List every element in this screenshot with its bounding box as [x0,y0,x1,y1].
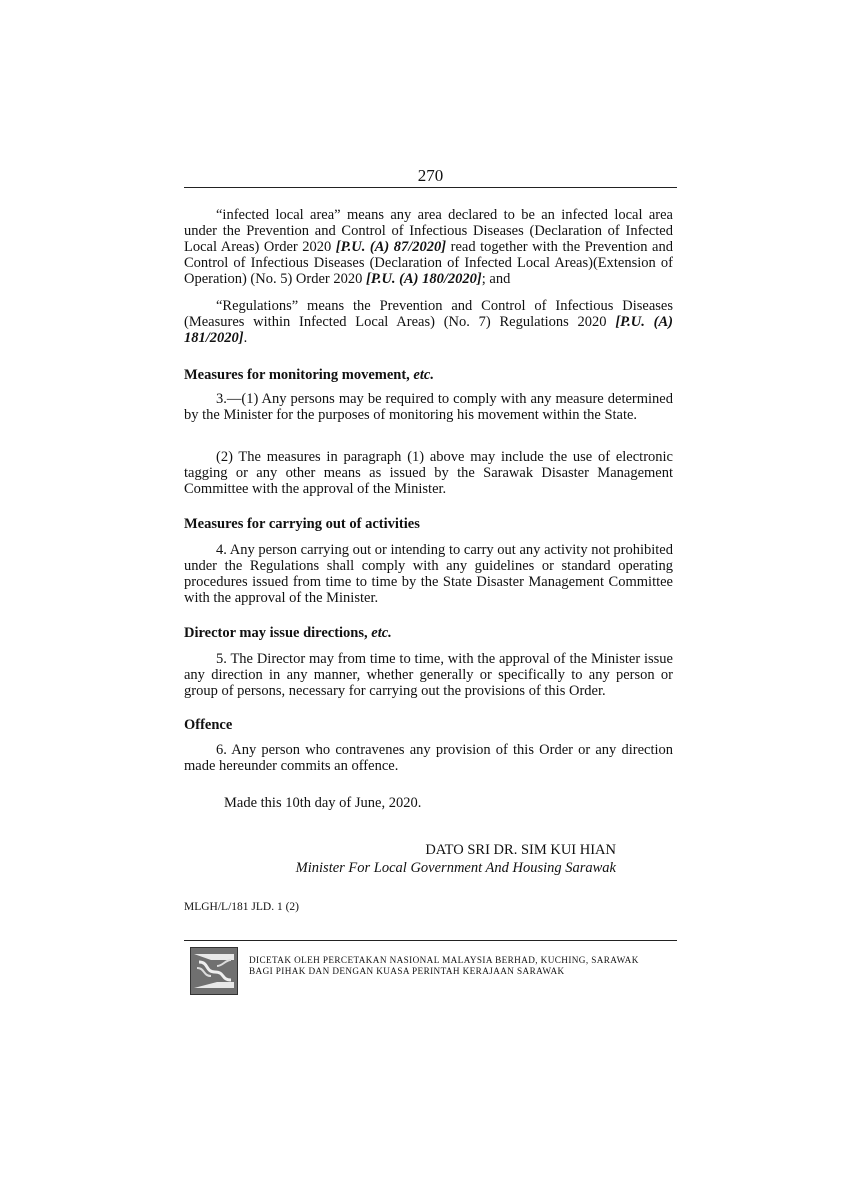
heading-etc: etc. [413,367,434,383]
definition-text: . [243,330,248,346]
section-6-paragraph: 6. Any person who contravenes any provision of this Order or any direction made hereunder commits an offence. [184,742,673,774]
section-3-paragraph-2: (2) The measures in paragraph (1) above may include the use of electronic tagging or any other means as issued by the Sarawak Disaster Management Committee with the approval of the Minister. [184,449,673,497]
definition-term: “Regulations” [216,298,299,314]
heading-text: Director may issue directions, [184,625,372,641]
legal-reference: [P.U. (A) 180/2020] [366,271,482,287]
section-5-paragraph: 5. The Director may from time to time, with the approval of the Minister issue any direction in any manner, whether generally or specifically to any person or group of persons, necessary for carrying out the provisions of this Order. [184,651,673,699]
definition-term: “infected local area” [216,207,341,223]
definition-text: read together with the Prevention and Control of Infectious Diseases (Declaration of Infected Local Areas)(Extension of Operation) (No. 5) Order 2020 [184,239,673,287]
legal-reference: [P.U. (A) 87/2020] [335,239,447,255]
heading-etc: etc. [371,625,392,641]
section-3-paragraph-1: 3.—(1) Any persons may be required to comply with any measure determined by the Minister for the purposes of monitoring his movement within the State. [184,391,673,423]
section-4-heading: Measures for carrying out of activities [184,516,420,532]
definition-text: ; and [481,271,511,287]
signatory-name: DATO SRI DR. SIM KUI HIAN [425,842,616,858]
printer-logo-icon [190,947,238,995]
definition-infected-local-area [184,207,673,287]
reference-number: MLGH/L/181 JLD. 1 (2) [184,901,299,913]
printer-logo-graphic [191,948,237,994]
page-number: 270 [417,166,444,185]
header-rule [184,187,677,188]
section-6-heading: Offence [184,717,233,733]
printer-line-1: DICETAK OLEH PERCETAKAN NASIONAL MALAYSIA BERHAD, KUCHING, SARAWAK [249,955,639,965]
signatory-title: Minister For Local Government And Housing Sarawak [295,860,616,876]
made-date: Made this 10th day of June, 2020. [224,795,422,811]
section-4-paragraph: 4. Any person carrying out or intending to carry out any activity not prohibited under the Regulations shall comply with any guidelines or standard operating procedures issued from time to time by the State Disaster Management Committee with the approval of the Minister. [184,542,673,606]
printer-imprint [249,955,639,977]
definition-text: means the Prevention and Control of Infectious Diseases (Measures within Infected Local Areas) (No. 7) Regulations 2020 [184,298,673,330]
definition-text: means any area declared to be an infected local area under the Prevention and Control of Infectious Diseases (Declaration of Infected Local Areas) Order 2020 [184,207,673,255]
heading-text: Measures for monitoring movement, [184,367,414,383]
section-5-heading [184,625,673,641]
legal-reference: [P.U. (A) 181/2020] [184,314,673,346]
printer-line-2: BAGI PIHAK DAN DENGAN KUASA PERINTAH KERAJAAN SARAWAK [249,966,565,976]
signature-block [200,841,616,877]
footer-rule [184,940,677,941]
definition-regulations [184,298,673,346]
section-3-heading [184,367,673,383]
